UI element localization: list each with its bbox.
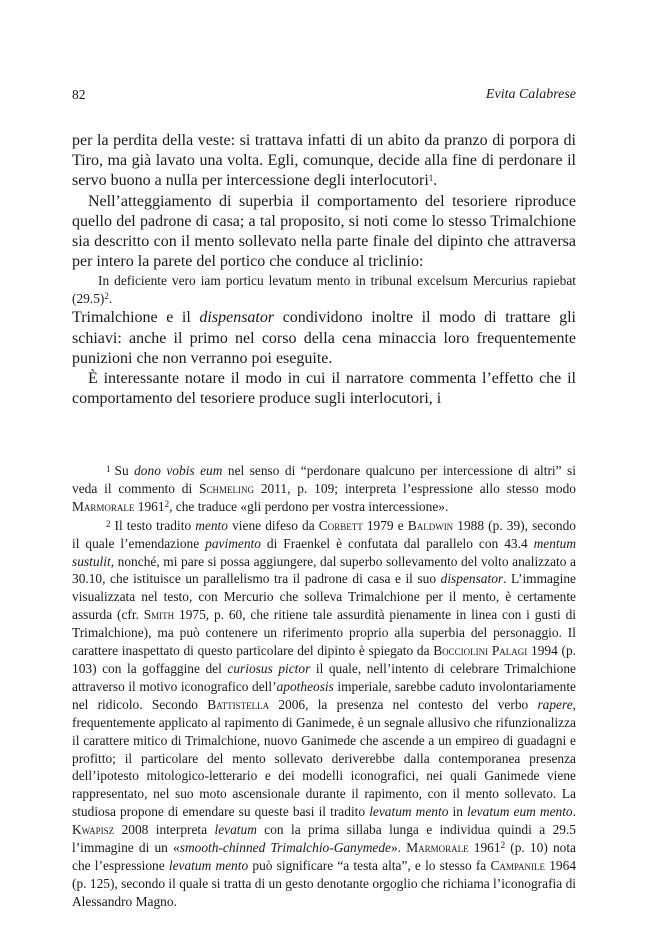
- quote-text: In deficiente vero iam porticu levatum mento in tribunal excelsum Mercurius rapiebat (29.5): [72, 273, 576, 307]
- block-quote: In deficiente vero iam porticu levatum mento in tribunal excelsum Mercurius rapiebat $(29.5)^2$.: [72, 273, 576, 307]
- paragraph-2: Nell’atteggiamento di superbia il comportamento del tesoriere riproduce quello del padrone di casa; a tal proposito, si noti come lo stesso Trimalchione sia descritto con il mento sollevato nella parte finale del dipinto che attraversa per intero la parete del portico che conduce al triclinio:: [72, 192, 576, 271]
- footnote-2: $^2$ Il testo tradito mento viene difeso da Corbett 1979 e Baldwin 1988 (p. 39), secondo il quale l’emendazione pavimento di Fraenkel è confutata dal parallelo con 43.4 mentum sustulit, nonché, mi pare si possa aggiungere, dal superbo sollevamento del volto analizzato a 30.10, che istituisce un parallelismo tra il padrone di casa e il suo dispensator. L’immagine visualizzata nel testo, con Mercurio che solleva Trimalchione per il mento, è certamente assurda (cfr. Smith 1975, p. 60, che ritiene tale assurdità pienamente in linea con i gusti di Trimalchione), ma può contenere un riferimento proprio alla superbia del personaggio. Il carattere inaspettato di questo particolare del dipinto è spiegato da Bocciolini Palagi 1994 (p. 103) con la goffaggine del curiosus pictor il quale, nell’intento di celebrare Trimalchione attraverso il motivo iconografico dell’apotheosis imperiale, sarebbe caduto involontariamente nel ridicolo. Secondo Battistella 2006, la presenza nel contesto del verbo rapere, frequentemente applicato al rapimento di Ganimede, è un segnale allusivo che rifunzionalizza il carattere mitico di Trimalchione, nuovo Ganimede che ascende a un empireo di guadagni e profitto; il particolare del mento sollevato deriverebbe dalla contemporanea presenza dell’ipotesto mitologico-letterario e dei modelli iconografici, nei quali Ganimede viene rappresentato, nel suo moto ascensionale durante il rapimento, con il mento sollevato. La studiosa propone di emendare su queste basi il tradito levatum mento in levatum eum mento. Kwapisz 2008 interpreta levatum con la prima sillaba lunga e individua quindi a 29.5 l’immagine di un «smooth-chinned Trimalchio-Ganymede». Marmorale 1961$^2$ (p. 10) nota che l’espressione levatum mento può significare “a testa alta”, e lo stesso fa Campanile 1964 (p. 125), secondo il quale si tratta di un gesto denotante orgoglio che richiama l’iconografia di Alessandro Magno.: [72, 517, 577, 909]
- paragraph-1: per la perdita della veste: si trattava infatti di un abito da pranzo di porpora di Tiro, ma già lavato una volta. Egli, comunque, decide alla fine di perdonare il servo buono a nulla per intercessione degli interlocutori$^1$.: [72, 132, 576, 190]
- page-number: 82: [72, 87, 86, 102]
- paragraph-4: È interessante notare il modo in cui il narratore commenta l’effetto che il comportamento del tesoriere produce sugli interlocutori, i: [72, 370, 576, 408]
- paragraph-3: Trimalchione e il dispensator condividono inoltre il modo di trattare gli schiavi: anche il primo nel corso della cena minaccia loro frequentemente punizioni che non verranno poi eseguite.: [72, 309, 576, 367]
- footnote-1: $^1$ Su dono vobis eum nel senso di “perdonare qualcuno per intercessione di altri” si veda il commento di Schmeling 2011, p. 109; interpreta l’espressione allo stesso modo Marmorale 1961$^2$, che traduce «gli perdono per vostra intercessione».: [72, 463, 576, 514]
- footnote-ref-1: 1: [428, 173, 434, 184]
- page-header: [72, 87, 576, 107]
- footnote-number: 1: [106, 464, 111, 474]
- footnote-ref-2: 2: [104, 291, 109, 302]
- main-text: [72, 131, 576, 409]
- running-head-author: Evita Calabrese: [485, 87, 576, 102]
- footnotes: [72, 461, 576, 911]
- footnote-number: 2: [106, 518, 111, 529]
